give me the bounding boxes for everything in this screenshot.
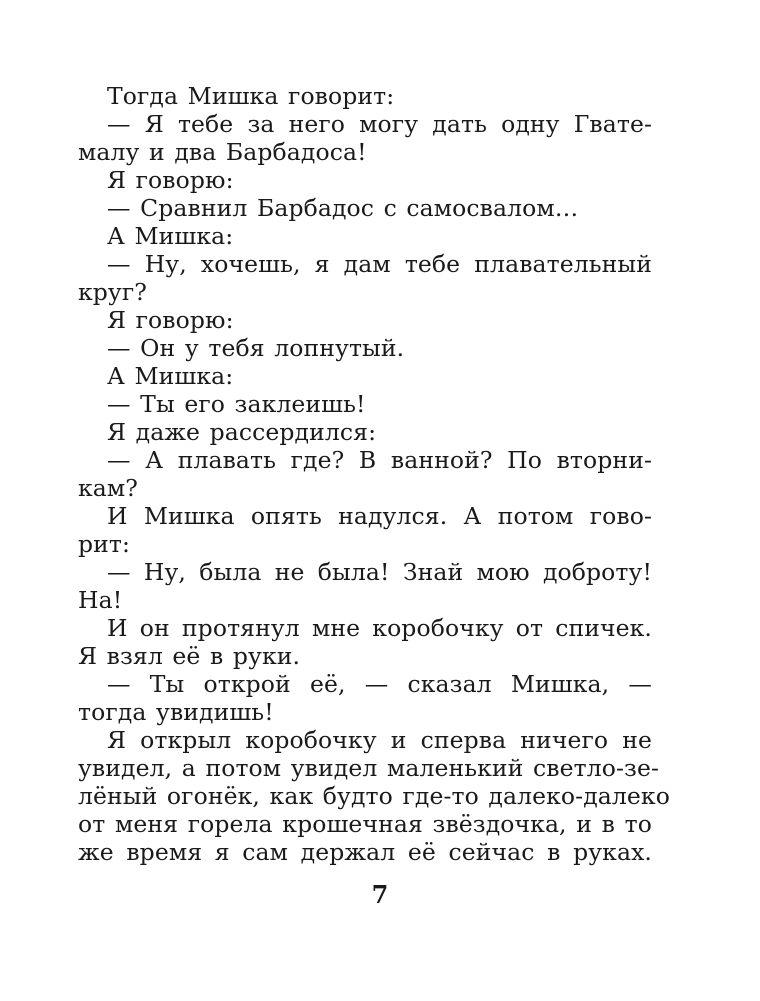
text-line: Я говорю: xyxy=(107,306,234,334)
text-line: рит: xyxy=(78,530,131,558)
text-line: — Он у тебя лопнутый. xyxy=(107,334,405,362)
text-line: А Мишка: xyxy=(107,362,234,390)
text-line: — Ты его заклеишь! xyxy=(107,390,366,418)
text-line: увидел, а потом увидел маленький светло-зе- xyxy=(78,754,659,782)
text-line: И он протянул мне коробочку от спичек. xyxy=(107,614,652,642)
text-line: кам? xyxy=(78,474,138,502)
text-line: же время я сам держал её сейчас в руках. xyxy=(78,838,652,866)
text-line: малу и два Барбадоса! xyxy=(78,138,367,166)
body-text xyxy=(78,82,670,866)
text-line: — А плавать где? В ванной? По вторни- xyxy=(107,446,652,474)
text-line: — Ты открой её, — сказал Мишка, — xyxy=(107,670,652,698)
text-line: — Ну, была не была! Знай мою доброту! xyxy=(107,558,652,586)
text-line: Тогда Мишка говорит: xyxy=(107,82,395,110)
page-number: 7 xyxy=(371,880,389,909)
text-line: круг? xyxy=(78,278,147,306)
text-line: лёный огонёк, как будто где-то далеко-далеко xyxy=(78,782,670,810)
text-line: На! xyxy=(78,586,123,614)
text-line: Я открыл коробочку и сперва ничего не xyxy=(107,726,652,754)
text-line: от меня горела крошечная звёздочка, и в то xyxy=(78,810,652,838)
text-line: — Ну, хочешь, я дам тебе плавательный xyxy=(107,250,652,278)
text-line: — Сравнил Барбадос с самосвалом… xyxy=(107,194,579,222)
text-line: Я даже рассердился: xyxy=(107,418,377,446)
text-line: И Мишка опять надулся. А потом гово- xyxy=(107,502,652,530)
text-line: Я говорю: xyxy=(107,166,234,194)
text-line: тогда увидишь! xyxy=(78,698,274,726)
text-line: — Я тебе за него могу дать одну Гвате- xyxy=(107,110,652,138)
text-line: А Мишка: xyxy=(107,222,234,250)
text-line: Я взял её в руки. xyxy=(78,642,301,670)
